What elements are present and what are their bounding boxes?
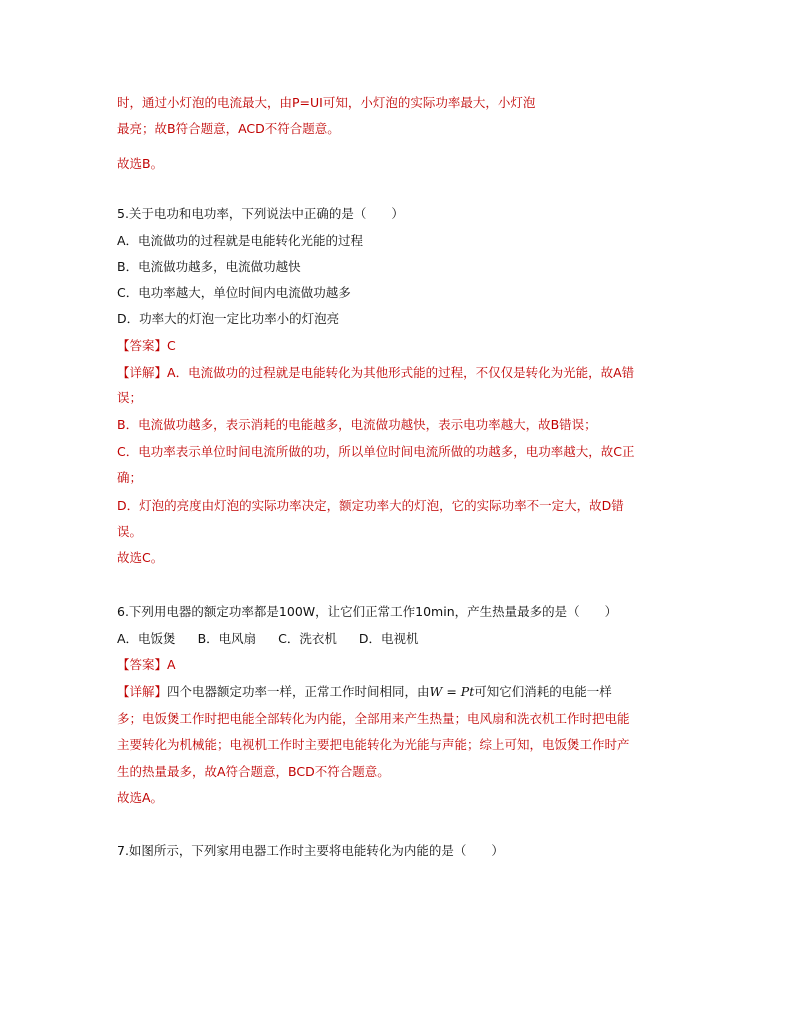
- q6-options: [117, 630, 419, 648]
- q6-detail-line-2: 多；电饭煲工作时把电能全部转化为内能，全部用来产生热量；电风扇和洗衣机工作时把电能: [117, 711, 630, 726]
- q5-detail-line-6: D．灯泡的亮度由灯泡的实际功率决定，额定功率大的灯泡，它的实际功率不一定大，故D错: [117, 498, 624, 513]
- q5-detail-line-7: 误。: [117, 524, 143, 539]
- q5-option-d: D．功率大的灯泡一定比功率小的灯泡亮: [117, 311, 340, 326]
- q6-detail-line-4: 生的热量最多，故A符合题意，BCD不符合题意。: [117, 764, 390, 779]
- q5-detail-line-1: 【详解】A．电流做功的过程就是电能转化为其他形式能的过程，不仅仅是转化为光能，故A错: [117, 365, 635, 380]
- q6-option-c: C．洗衣机: [278, 631, 337, 646]
- q6-detail-label: 【详解】: [117, 684, 168, 699]
- q6-detail-line-1: 【详解】四个电器额定功率一样，正常工作时间相同，由W = Pt可知它们消耗的电能一样: [117, 684, 612, 699]
- q5-answer-label: 【答案】: [117, 338, 168, 353]
- q5-option-a: A．电流做功的过程就是电能转化光能的过程: [117, 233, 364, 248]
- q7-stem: 7.如图所示，下列家用电器工作时主要将电能转化为内能的是（ ）: [117, 843, 504, 858]
- q5-detail-line-3: B．电流做功越多，表示消耗的电能越多，电流做功越快，表示电功率越大，故B错误；: [117, 417, 597, 432]
- prev-solution-line-1: 时，通过小灯泡的电流最大，由P=UI可知，小灯泡的实际功率最大，小灯泡: [117, 95, 536, 110]
- prev-solution-conclusion: 故选B。: [117, 156, 164, 171]
- q6-answer-label: 【答案】: [117, 657, 168, 672]
- q5-detail-label: 【详解】: [117, 365, 168, 380]
- q5-conclusion: 故选C。: [117, 550, 164, 565]
- q6-answer: [117, 656, 176, 674]
- q5-stem: 5.关于电功和电功率，下列说法中正确的是（ ）: [117, 206, 404, 221]
- q6-conclusion: 故选A。: [117, 790, 164, 805]
- q5-detail-line-2: 误；: [117, 390, 143, 405]
- q5-option-c: C．电功率越大，单位时间内电流做功越多: [117, 285, 351, 300]
- q6-option-d: D．电视机: [358, 631, 419, 646]
- q5-detail-line-4: C．电功率表示单位时间电流所做的功，所以单位时间电流所做的功越多，电功率越大，故C正: [117, 444, 635, 459]
- formula: W = Pt: [429, 684, 475, 699]
- q5-answer: [117, 337, 176, 355]
- q6-option-b: B．电风扇: [197, 631, 257, 646]
- q6-answer-value: A: [167, 657, 176, 672]
- q6-stem: 6.下列用电器的额定功率都是100W，让它们正常工作10min，产生热量最多的是（ ）: [117, 604, 618, 619]
- q5-detail-line-5: 确；: [117, 470, 143, 485]
- q5-answer-value: C: [167, 338, 176, 353]
- q5-option-b: B．电流做功越多，电流做功越快: [117, 259, 301, 274]
- q6-option-a: A．电饭煲: [117, 631, 176, 646]
- prev-solution-line-2: 最亮；故B符合题意，ACD不符合题意。: [117, 121, 340, 136]
- q6-detail-line-3: 主要转化为机械能；电视机工作时主要把电能转化为光能与声能；综上可知，电饭煲工作时产: [117, 737, 630, 752]
